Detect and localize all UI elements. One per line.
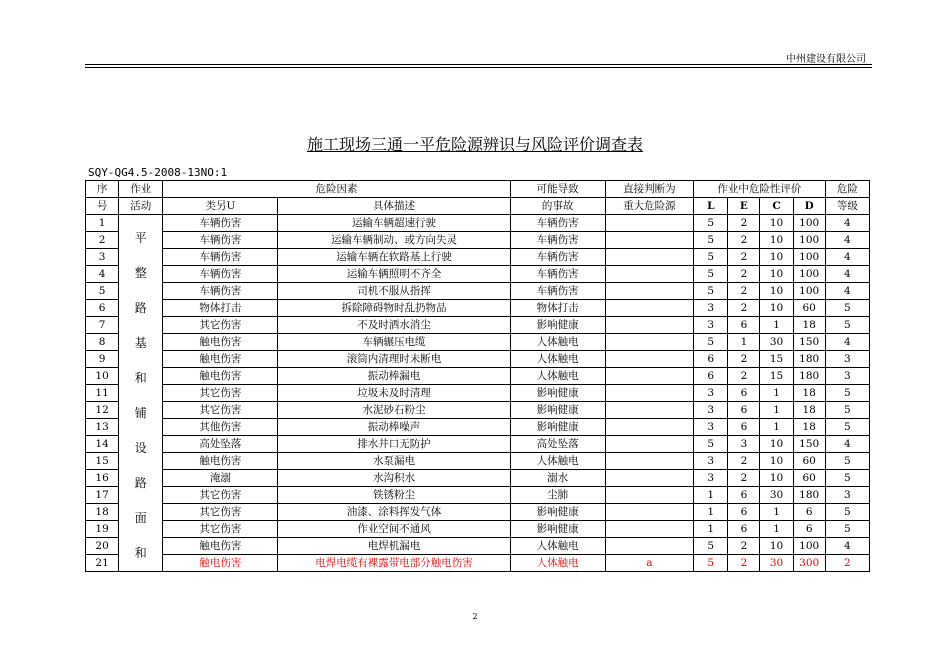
cell-E: 2 bbox=[728, 232, 760, 249]
activity-cell bbox=[119, 215, 163, 572]
cell-lv: 5 bbox=[825, 317, 869, 334]
cell-D: 100 bbox=[793, 283, 825, 300]
col-seq-2: 号 bbox=[86, 198, 119, 215]
cell-C: 10 bbox=[760, 538, 793, 555]
cell-n: 14 bbox=[86, 436, 119, 453]
cell-L: 5 bbox=[694, 266, 728, 283]
col-level-1: 危险 bbox=[825, 181, 869, 198]
cell-cat: 触电伤害 bbox=[163, 368, 278, 385]
activity-char: 和 bbox=[134, 371, 147, 385]
cell-lv: 5 bbox=[825, 300, 869, 317]
table-row bbox=[86, 521, 870, 538]
cell-acc: 影响健康 bbox=[510, 317, 605, 334]
cell-desc: 振动棒漏电 bbox=[278, 368, 510, 385]
cell-lv: 4 bbox=[825, 538, 869, 555]
activity-char: 基 bbox=[134, 336, 147, 350]
cell-cat: 触电伤害 bbox=[163, 538, 278, 555]
cell-E: 2 bbox=[728, 351, 760, 368]
cell-n: 7 bbox=[86, 317, 119, 334]
cell-lv: 4 bbox=[825, 334, 869, 351]
cell-major bbox=[605, 453, 693, 470]
col-hazard: 危险因素 bbox=[163, 181, 510, 198]
cell-n: 13 bbox=[86, 419, 119, 436]
cell-cat: 触电伤害 bbox=[163, 351, 278, 368]
cell-C: 1 bbox=[760, 317, 793, 334]
cell-major bbox=[605, 419, 693, 436]
activity-char: 面 bbox=[134, 511, 147, 525]
cell-L: 5 bbox=[694, 215, 728, 232]
cell-cat: 其它伤害 bbox=[163, 504, 278, 521]
cell-L: 5 bbox=[694, 334, 728, 351]
cell-n: 3 bbox=[86, 249, 119, 266]
cell-desc: 车辆辗压电缆 bbox=[278, 334, 510, 351]
table-row bbox=[86, 215, 870, 232]
col-major-1: 直接判断为 bbox=[605, 181, 693, 198]
cell-E: 2 bbox=[728, 368, 760, 385]
cell-lv: 5 bbox=[825, 402, 869, 419]
cell-D: 100 bbox=[793, 266, 825, 283]
cell-acc: 人体触电 bbox=[510, 368, 605, 385]
cell-E: 6 bbox=[728, 487, 760, 504]
cell-E: 2 bbox=[728, 470, 760, 487]
cell-C: 30 bbox=[760, 487, 793, 504]
cell-C: 15 bbox=[760, 368, 793, 385]
cell-lv: 2 bbox=[825, 555, 869, 572]
cell-desc: 水沟积水 bbox=[278, 470, 510, 487]
cell-n: 4 bbox=[86, 266, 119, 283]
cell-n: 12 bbox=[86, 402, 119, 419]
cell-D: 300 bbox=[793, 555, 825, 572]
table-row bbox=[86, 402, 870, 419]
cell-E: 2 bbox=[728, 453, 760, 470]
cell-desc: 水泵漏电 bbox=[278, 453, 510, 470]
table-row bbox=[86, 232, 870, 249]
table-row bbox=[86, 317, 870, 334]
cell-E: 2 bbox=[728, 555, 760, 572]
col-activity-1: 作业 bbox=[119, 181, 163, 198]
cell-acc: 影响健康 bbox=[510, 385, 605, 402]
cell-major bbox=[605, 334, 693, 351]
cell-desc: 司机不服从指挥 bbox=[278, 283, 510, 300]
cell-D: 180 bbox=[793, 368, 825, 385]
cell-n: 10 bbox=[86, 368, 119, 385]
cell-major bbox=[605, 487, 693, 504]
cell-major bbox=[605, 215, 693, 232]
cell-C: 1 bbox=[760, 521, 793, 538]
hazard-table bbox=[85, 180, 870, 572]
cell-desc: 运输车辆超速行驶 bbox=[278, 215, 510, 232]
col-level-2: 等级 bbox=[825, 198, 869, 215]
cell-desc: 油漆、涂料挥发气体 bbox=[278, 504, 510, 521]
cell-acc: 车辆伤害 bbox=[510, 266, 605, 283]
table-row bbox=[86, 334, 870, 351]
cell-acc: 车辆伤害 bbox=[510, 232, 605, 249]
cell-acc: 影响健康 bbox=[510, 419, 605, 436]
header-rule-bottom bbox=[85, 67, 872, 68]
col-C: C bbox=[760, 198, 793, 215]
cell-D: 180 bbox=[793, 351, 825, 368]
cell-E: 6 bbox=[728, 419, 760, 436]
cell-cat: 淹溺 bbox=[163, 470, 278, 487]
cell-L: 6 bbox=[694, 351, 728, 368]
cell-D: 18 bbox=[793, 317, 825, 334]
cell-D: 100 bbox=[793, 249, 825, 266]
cell-D: 150 bbox=[793, 436, 825, 453]
cell-desc: 电焊机漏电 bbox=[278, 538, 510, 555]
table-row bbox=[86, 538, 870, 555]
cell-major bbox=[605, 317, 693, 334]
cell-desc: 垃圾未及时清理 bbox=[278, 385, 510, 402]
cell-acc: 影响健康 bbox=[510, 402, 605, 419]
cell-cat: 高处坠落 bbox=[163, 436, 278, 453]
cell-C: 1 bbox=[760, 402, 793, 419]
cell-desc: 滚筒内清理时未断电 bbox=[278, 351, 510, 368]
cell-D: 150 bbox=[793, 334, 825, 351]
col-major-2: 重大危险源 bbox=[605, 198, 693, 215]
table-row bbox=[86, 555, 870, 572]
cell-L: 1 bbox=[694, 487, 728, 504]
cell-n: 9 bbox=[86, 351, 119, 368]
cell-lv: 5 bbox=[825, 385, 869, 402]
cell-L: 5 bbox=[694, 538, 728, 555]
cell-C: 30 bbox=[760, 555, 793, 572]
cell-n: 11 bbox=[86, 385, 119, 402]
cell-cat: 车辆伤害 bbox=[163, 249, 278, 266]
cell-n: 2 bbox=[86, 232, 119, 249]
col-category: 类另U bbox=[163, 198, 278, 215]
cell-E: 2 bbox=[728, 215, 760, 232]
cell-major bbox=[605, 368, 693, 385]
cell-D: 100 bbox=[793, 538, 825, 555]
cell-cat: 车辆伤害 bbox=[163, 232, 278, 249]
cell-cat: 其他伤害 bbox=[163, 419, 278, 436]
cell-major bbox=[605, 232, 693, 249]
cell-major bbox=[605, 436, 693, 453]
cell-n: 1 bbox=[86, 215, 119, 232]
cell-lv: 4 bbox=[825, 283, 869, 300]
col-accident-2: 的事故 bbox=[510, 198, 605, 215]
cell-n: 21 bbox=[86, 555, 119, 572]
cell-desc: 电焊电缆有裸露带电部分触电伤害 bbox=[278, 555, 510, 572]
cell-L: 3 bbox=[694, 402, 728, 419]
cell-C: 10 bbox=[760, 436, 793, 453]
cell-C: 30 bbox=[760, 334, 793, 351]
cell-lv: 5 bbox=[825, 470, 869, 487]
cell-C: 15 bbox=[760, 351, 793, 368]
cell-desc: 运输车辆制动、或方向失灵 bbox=[278, 232, 510, 249]
cell-D: 18 bbox=[793, 385, 825, 402]
cell-acc: 人体触电 bbox=[510, 351, 605, 368]
cell-major bbox=[605, 470, 693, 487]
cell-cat: 车辆伤害 bbox=[163, 283, 278, 300]
cell-D: 180 bbox=[793, 487, 825, 504]
cell-lv: 3 bbox=[825, 368, 869, 385]
cell-major bbox=[605, 521, 693, 538]
cell-desc: 水泥砂石粉尘 bbox=[278, 402, 510, 419]
cell-n: 6 bbox=[86, 300, 119, 317]
cell-cat: 其它伤害 bbox=[163, 521, 278, 538]
cell-acc: 车辆伤害 bbox=[510, 215, 605, 232]
activity-char: 路 bbox=[134, 301, 147, 315]
activity-char: 铺 bbox=[134, 406, 147, 420]
activity-char: 和 bbox=[134, 546, 147, 560]
cell-cat: 其它伤害 bbox=[163, 385, 278, 402]
cell-L: 3 bbox=[694, 317, 728, 334]
page-number: 2 bbox=[472, 612, 478, 621]
cell-D: 100 bbox=[793, 232, 825, 249]
page-title bbox=[0, 132, 950, 155]
cell-n: 5 bbox=[86, 283, 119, 300]
cell-D: 60 bbox=[793, 300, 825, 317]
cell-D: 18 bbox=[793, 402, 825, 419]
cell-E: 6 bbox=[728, 317, 760, 334]
cell-L: 3 bbox=[694, 300, 728, 317]
cell-E: 2 bbox=[728, 266, 760, 283]
table-body bbox=[86, 215, 870, 572]
cell-C: 10 bbox=[760, 453, 793, 470]
cell-major bbox=[605, 385, 693, 402]
cell-major bbox=[605, 266, 693, 283]
cell-n: 8 bbox=[86, 334, 119, 351]
cell-major bbox=[605, 504, 693, 521]
cell-D: 6 bbox=[793, 521, 825, 538]
table-row bbox=[86, 249, 870, 266]
cell-major bbox=[605, 351, 693, 368]
cell-acc: 人体触电 bbox=[510, 538, 605, 555]
cell-E: 2 bbox=[728, 300, 760, 317]
cell-lv: 5 bbox=[825, 521, 869, 538]
page-title-text: 施工现场三通一平危险源辨识与风险评价调查表 bbox=[306, 135, 643, 154]
col-desc: 具体描述 bbox=[278, 198, 510, 215]
cell-acc: 人体触电 bbox=[510, 334, 605, 351]
cell-cat: 其它伤害 bbox=[163, 402, 278, 419]
table-row bbox=[86, 453, 870, 470]
cell-desc: 排水井口无防护 bbox=[278, 436, 510, 453]
cell-cat: 车辆伤害 bbox=[163, 266, 278, 283]
cell-lv: 4 bbox=[825, 266, 869, 283]
cell-cat: 车辆伤害 bbox=[163, 215, 278, 232]
table-row bbox=[86, 385, 870, 402]
cell-major bbox=[605, 283, 693, 300]
cell-lv: 5 bbox=[825, 419, 869, 436]
cell-L: 1 bbox=[694, 521, 728, 538]
col-E: E bbox=[728, 198, 760, 215]
cell-cat: 物体打击 bbox=[163, 300, 278, 317]
cell-lv: 4 bbox=[825, 436, 869, 453]
cell-C: 10 bbox=[760, 249, 793, 266]
table-row bbox=[86, 504, 870, 521]
cell-acc: 溺水 bbox=[510, 470, 605, 487]
cell-cat: 触电伤害 bbox=[163, 453, 278, 470]
cell-acc: 高处坠落 bbox=[510, 436, 605, 453]
cell-lv: 3 bbox=[825, 487, 869, 504]
table-row bbox=[86, 436, 870, 453]
cell-cat: 其它伤害 bbox=[163, 317, 278, 334]
cell-lv: 4 bbox=[825, 232, 869, 249]
cell-C: 10 bbox=[760, 266, 793, 283]
cell-acc: 物体打击 bbox=[510, 300, 605, 317]
cell-L: 1 bbox=[694, 504, 728, 521]
cell-L: 5 bbox=[694, 249, 728, 266]
cell-desc: 铁锈粉尘 bbox=[278, 487, 510, 504]
activity-char: 整 bbox=[134, 266, 147, 280]
activity-char: 平 bbox=[134, 231, 147, 245]
cell-L: 3 bbox=[694, 453, 728, 470]
cell-acc: 影响健康 bbox=[510, 504, 605, 521]
cell-major bbox=[605, 300, 693, 317]
cell-n: 19 bbox=[86, 521, 119, 538]
header-rule-top bbox=[85, 64, 872, 65]
cell-L: 6 bbox=[694, 368, 728, 385]
cell-acc: 车辆伤害 bbox=[510, 249, 605, 266]
cell-C: 10 bbox=[760, 232, 793, 249]
cell-acc: 人体触电 bbox=[510, 453, 605, 470]
cell-n: 15 bbox=[86, 453, 119, 470]
table-row bbox=[86, 266, 870, 283]
col-L: L bbox=[694, 198, 728, 215]
cell-L: 5 bbox=[694, 555, 728, 572]
cell-desc: 振动棒噪声 bbox=[278, 419, 510, 436]
cell-desc: 拆除障碍物时乱扔物品 bbox=[278, 300, 510, 317]
cell-major bbox=[605, 249, 693, 266]
cell-D: 60 bbox=[793, 470, 825, 487]
cell-desc: 运输车辆照明不齐全 bbox=[278, 266, 510, 283]
cell-desc: 作业空间不通风 bbox=[278, 521, 510, 538]
cell-acc: 尘肺 bbox=[510, 487, 605, 504]
activity-char: 路 bbox=[134, 476, 147, 490]
cell-E: 6 bbox=[728, 504, 760, 521]
cell-D: 100 bbox=[793, 215, 825, 232]
cell-cat: 触电伤害 bbox=[163, 334, 278, 351]
cell-n: 20 bbox=[86, 538, 119, 555]
table-row bbox=[86, 419, 870, 436]
cell-acc: 车辆伤害 bbox=[510, 283, 605, 300]
cell-cat: 触电伤害 bbox=[163, 555, 278, 572]
cell-L: 3 bbox=[694, 419, 728, 436]
cell-E: 6 bbox=[728, 385, 760, 402]
cell-C: 1 bbox=[760, 419, 793, 436]
cell-major: a bbox=[605, 555, 693, 572]
cell-C: 1 bbox=[760, 385, 793, 402]
cell-E: 1 bbox=[728, 334, 760, 351]
cell-E: 3 bbox=[728, 436, 760, 453]
table-row bbox=[86, 283, 870, 300]
cell-E: 2 bbox=[728, 283, 760, 300]
cell-C: 10 bbox=[760, 300, 793, 317]
col-D: D bbox=[793, 198, 825, 215]
cell-E: 2 bbox=[728, 538, 760, 555]
cell-major bbox=[605, 402, 693, 419]
cell-lv: 5 bbox=[825, 504, 869, 521]
cell-major bbox=[605, 538, 693, 555]
cell-n: 16 bbox=[86, 470, 119, 487]
cell-lv: 4 bbox=[825, 249, 869, 266]
cell-acc: 影响健康 bbox=[510, 521, 605, 538]
table-row bbox=[86, 300, 870, 317]
cell-E: 6 bbox=[728, 521, 760, 538]
cell-C: 1 bbox=[760, 504, 793, 521]
cell-C: 10 bbox=[760, 283, 793, 300]
cell-D: 6 bbox=[793, 504, 825, 521]
cell-desc: 运输车辆在软路基上行驶 bbox=[278, 249, 510, 266]
cell-lv: 3 bbox=[825, 351, 869, 368]
cell-lv: 4 bbox=[825, 215, 869, 232]
cell-acc: 人体触电 bbox=[510, 555, 605, 572]
cell-C: 10 bbox=[760, 470, 793, 487]
cell-n: 17 bbox=[86, 487, 119, 504]
activity-char: 设 bbox=[134, 441, 147, 455]
cell-L: 5 bbox=[694, 436, 728, 453]
cell-C: 10 bbox=[760, 215, 793, 232]
cell-L: 3 bbox=[694, 470, 728, 487]
cell-desc: 不及时洒水消尘 bbox=[278, 317, 510, 334]
cell-E: 6 bbox=[728, 402, 760, 419]
col-eval: 作业中危险性评价 bbox=[694, 181, 826, 198]
cell-L: 3 bbox=[694, 385, 728, 402]
cell-D: 60 bbox=[793, 453, 825, 470]
cell-E: 2 bbox=[728, 249, 760, 266]
cell-lv: 5 bbox=[825, 453, 869, 470]
col-accident-1: 可能导致 bbox=[510, 181, 605, 198]
cell-L: 5 bbox=[694, 232, 728, 249]
cell-cat: 其它伤害 bbox=[163, 487, 278, 504]
col-activity-2: 活动 bbox=[119, 198, 163, 215]
table-row bbox=[86, 487, 870, 504]
table-row bbox=[86, 351, 870, 368]
col-seq-1: 序 bbox=[86, 181, 119, 198]
cell-n: 18 bbox=[86, 504, 119, 521]
document-code: SQY-QG4.5-2008-13NO:1 bbox=[88, 166, 228, 179]
cell-D: 18 bbox=[793, 419, 825, 436]
cell-L: 5 bbox=[694, 283, 728, 300]
table-row bbox=[86, 368, 870, 385]
company-name: 中州建设有限公司 bbox=[786, 54, 866, 65]
table-row bbox=[86, 470, 870, 487]
